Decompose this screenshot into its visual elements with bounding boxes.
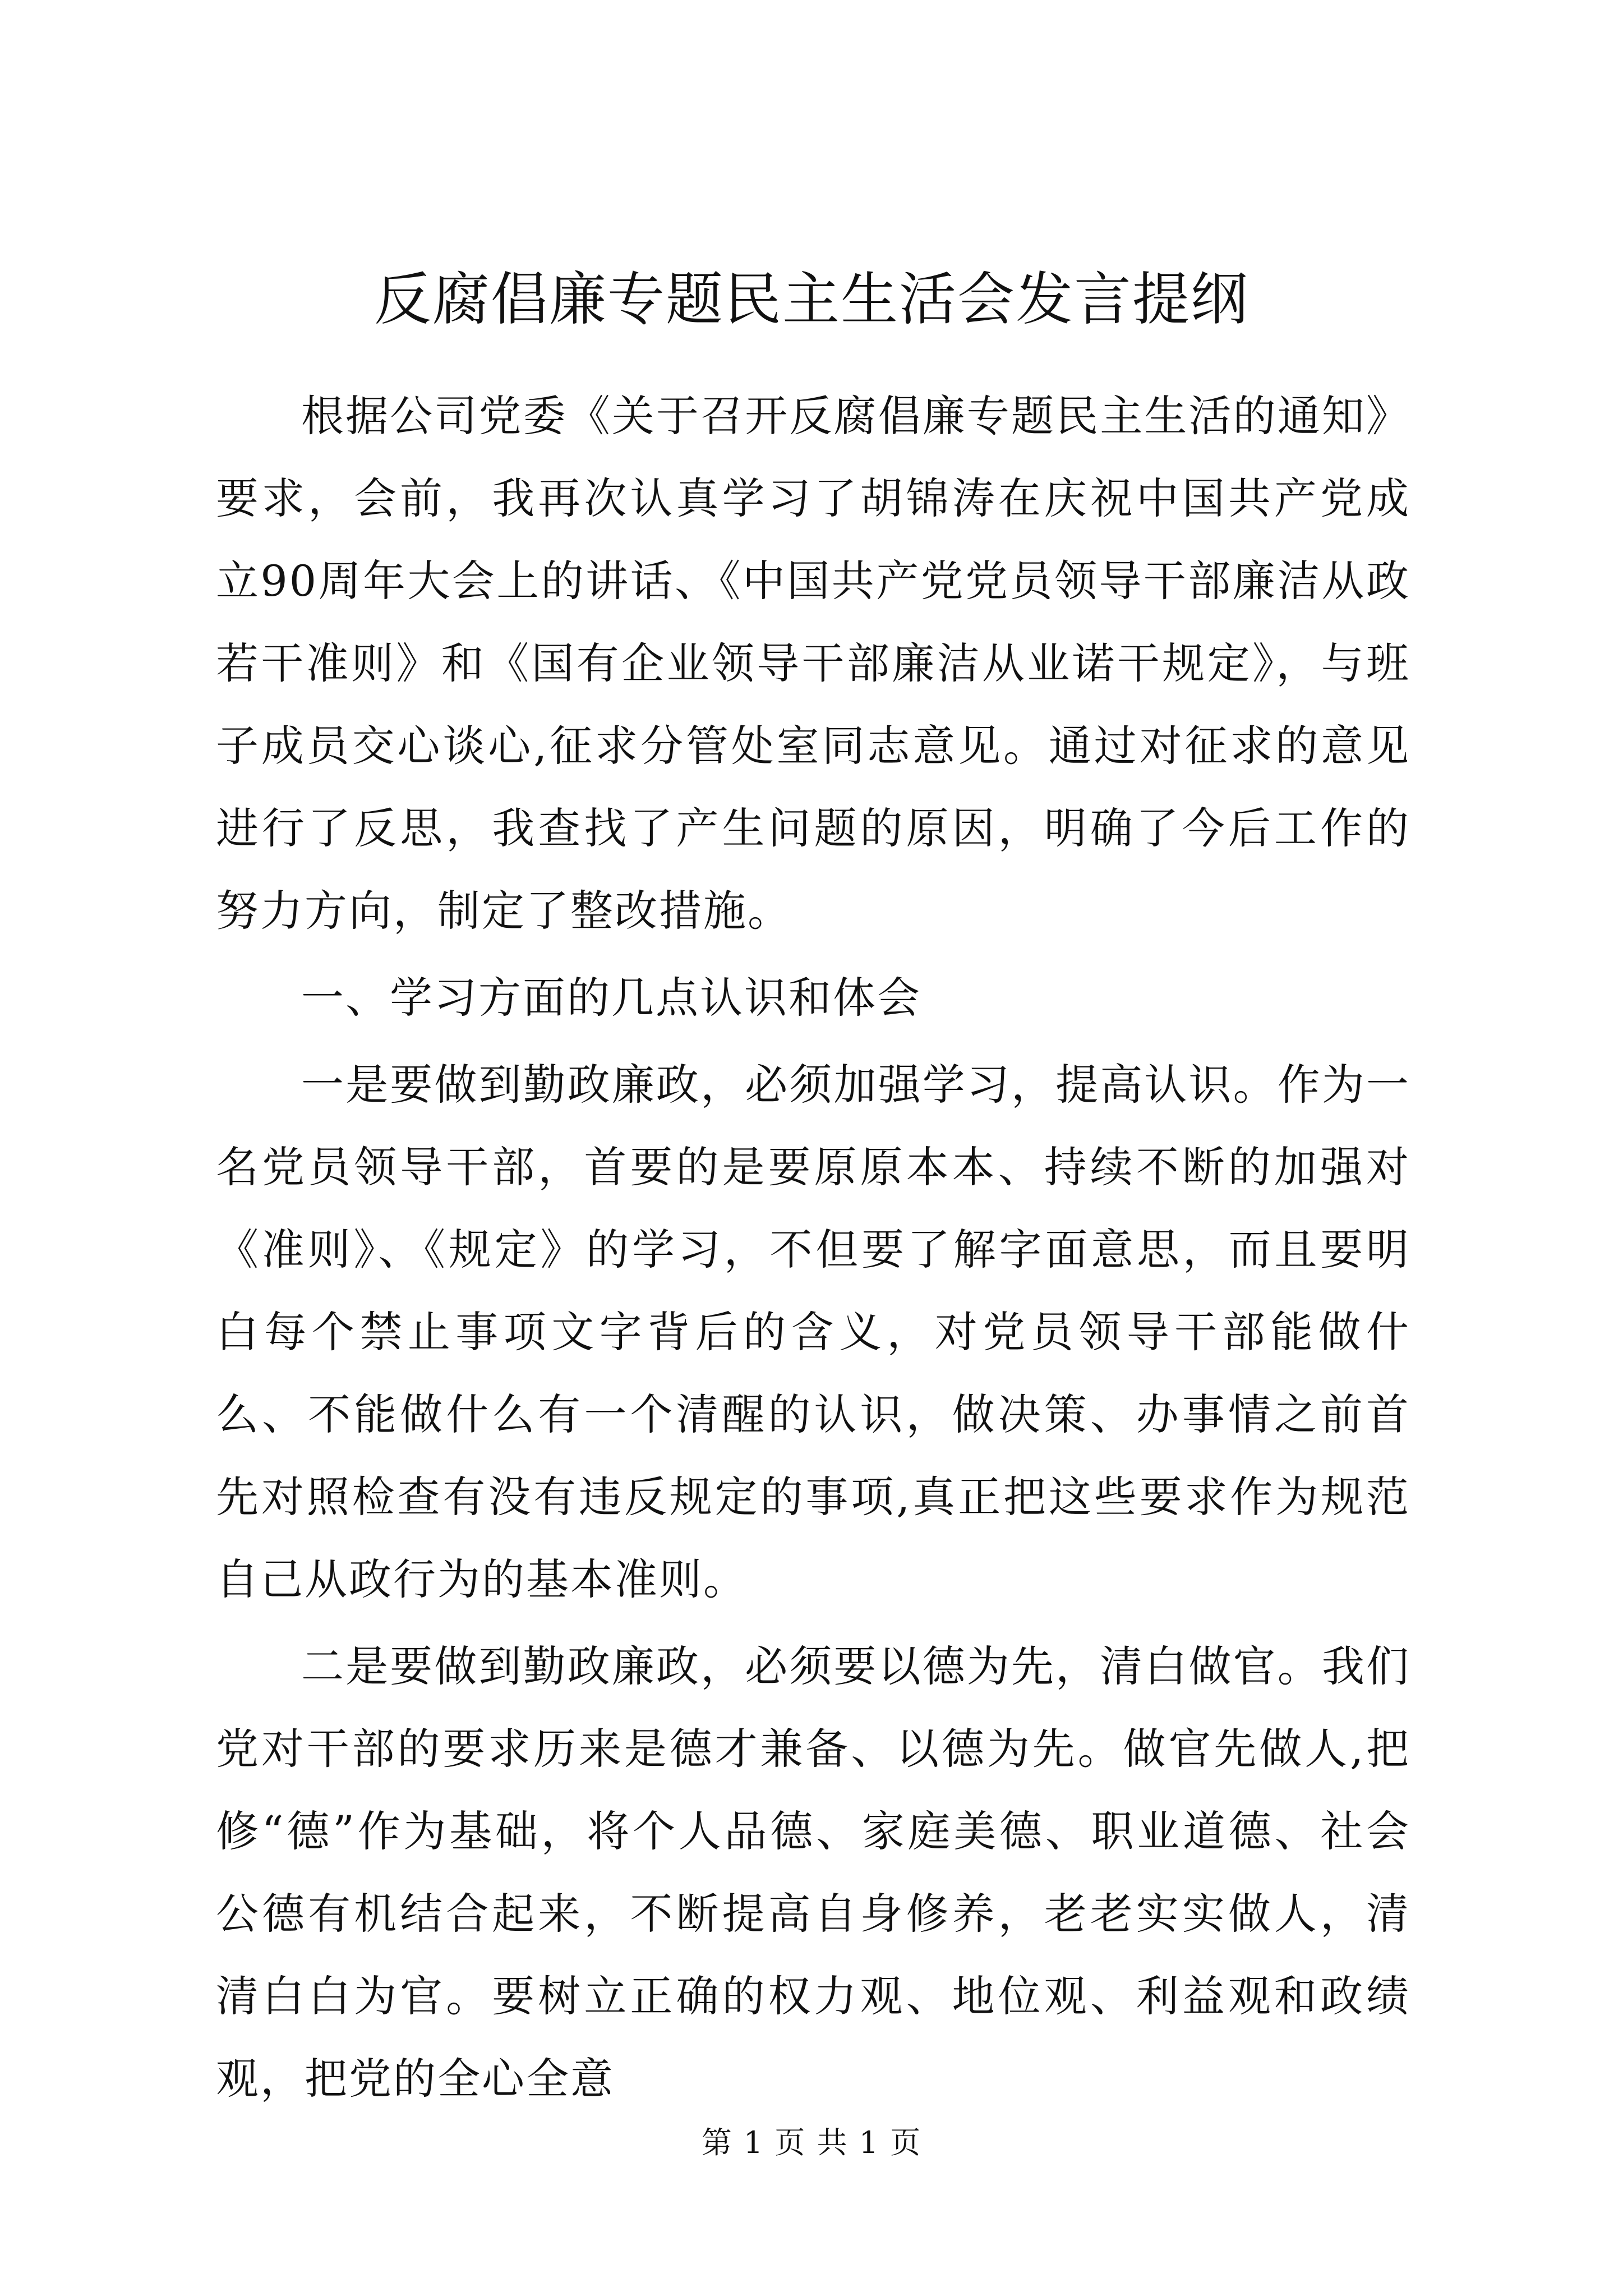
paragraph-intro: 根据公司党委《关于召开反腐倡廉专题民主生活的通知》要求，会前，我再次认真学习了胡锦涛在庆祝中国共产党成立90周年大会上的讲话、《中国共产党党员领导干部廉洁从政若干准则》和《国有企业领导干部廉洁从业诺干规定》，与班子成员交心谈心,征求分管处室同志意见。通过对征求的意见进行了反思，我查找了产生问题的原因，明确了今后工作的努力方向，制定了整改措施。 [216, 391, 1410, 936]
document-title: 反腐倡廉专题民主生活会发言提纲 [374, 266, 1249, 333]
section-heading-1: 一、学习方面的几点认识和体会 [301, 973, 921, 1023]
paragraph-point-2: 二是要做到勤政廉政，必须要以德为先，清白做官。我们党对干部的要求历来是德才兼备、以德为先。做官先做人,把修“德”作为基础，将个人品德、家庭美德、职业道德、社会公德有机结合起来，不断提高自身修养，老老实实做人，清清白白为官。要树立正确的权力观、地位观、利益观和政绩观，把党的全心全意 [216, 1641, 1410, 2104]
document-body [216, 375, 1410, 2120]
page-footer: 第 1 页 共 1 页 [701, 2125, 922, 2160]
paragraph-point-1: 一是要做到勤政廉政，必须加强学习，提高认识。作为一名党员领导干部，首要的是要原原本本、持续不断的加强对《准则》、《规定》的学习，不但要了解字面意思，而且要明白每个禁止事项文字背后的含义，对党员领导干部能做什么、不能做什么有一个清醒的认识，做决策、办事情之前首先对照检查有没有违反规定的事项,真正把这些要求作为规范自己从政行为的基本准则。 [216, 1060, 1410, 1604]
